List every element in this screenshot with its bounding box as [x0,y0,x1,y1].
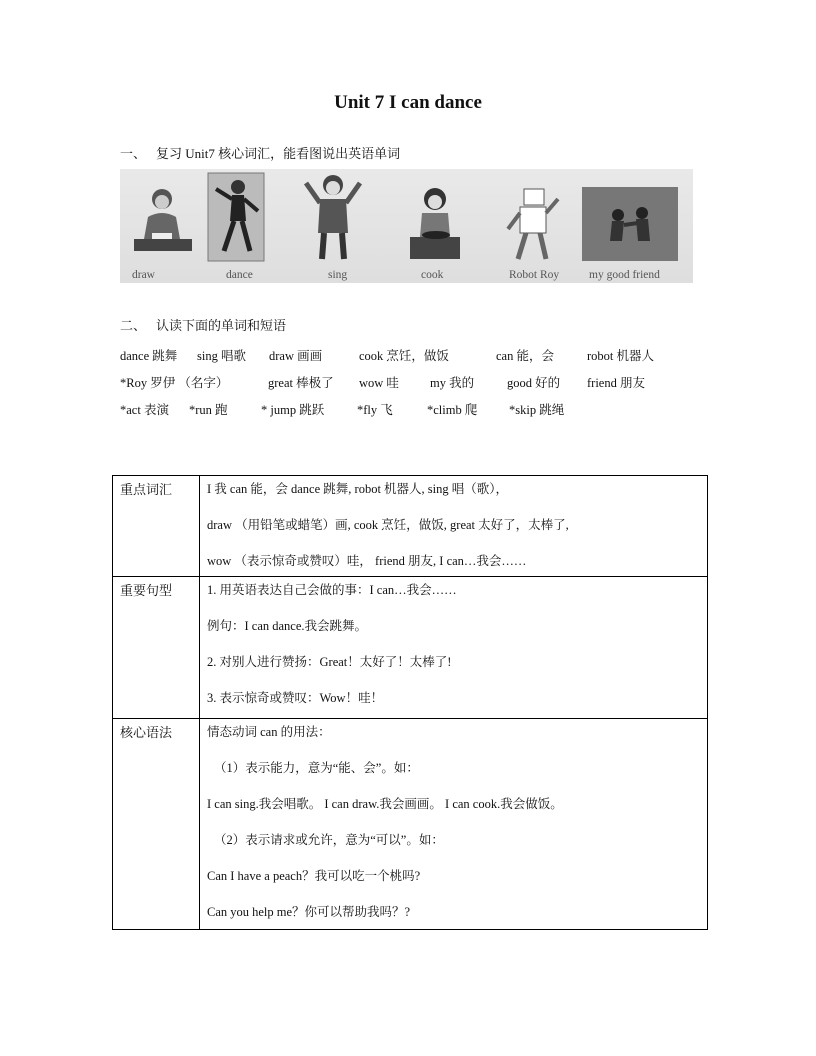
picture-caption: draw [132,269,155,281]
content-line: I 我 can 能，会 dance 跳舞, robot 机器人, sing 唱（歌）， [207,482,509,496]
content-line: I can sing.我会唱歌。 I can draw.我会画画。 I can cook.我会做饭。 [207,797,563,811]
section-2-number: 二、 [120,318,147,333]
vocab-item: *act 表演 [120,403,169,417]
content-line: 例句：I can dance.我会跳舞。 [207,619,368,633]
row-content [200,577,708,719]
vocab-item: draw 画画 [269,349,323,363]
page-title: Unit 7 I can dance [334,92,482,113]
table-row [113,719,708,930]
picture-caption: dance [226,269,253,281]
cook-illustration [402,185,468,263]
content-line: 情态动词 can 的用法： [207,725,331,739]
vocab-item: good 好的 [507,376,561,390]
vocab-item: friend 朋友 [587,376,645,390]
content-line: 1. 用英语表达自己会做的事：I can…我会…… [207,583,457,597]
content-line: 2. 对别人进行赞扬：Great！太好了！太棒了! [207,655,452,669]
vocab-item: *climb 爬 [427,403,478,417]
picture-caption: cook [421,269,444,281]
vocab-item: dance 跳舞 [120,349,178,363]
content-line: （1）表示能力，意为“能、会”。如： [214,761,419,775]
dance-illustration [206,171,266,263]
vocab-item: can 能，会 [496,349,554,363]
section-1-heading [120,143,400,162]
vocab-item: sing 唱歌 [197,349,246,363]
robot-illustration [504,185,562,263]
section-1-number: 一、 [120,146,147,161]
section-2-heading [120,315,286,334]
content-line: draw （用铅笔或蜡笔）画, cook 烹饪，做饭, great 太好了，太棒了, [207,518,569,532]
vocab-item: my 我的 [430,376,475,390]
content-line: 3. 表示惊奇或赞叹：Wow！哇！ [207,691,384,705]
picture-caption: Robot Roy [509,269,560,281]
content-line: Can you help me？你可以帮助我吗？? [207,905,411,919]
vocabulary-picture-strip [120,169,693,283]
sing-illustration [300,171,366,263]
section-1-text: 复习 Unit7 核心词汇，能看图说出英语单词 [156,146,401,161]
table-row [113,577,708,719]
vocab-item: cook 烹饪，做饭 [359,349,449,363]
vocab-item: wow 哇 [359,376,399,390]
content-line: （2）表示请求或允许，意为“可以”。如： [214,833,444,847]
vocab-item: *run 跑 [189,403,228,417]
vocab-item: *Roy 罗伊 （名字） [120,376,229,390]
draw-illustration [124,183,202,263]
table-row [113,476,708,577]
vocab-item: * jump 跳跃 [261,403,325,417]
row-label: 核心语法 [113,719,200,930]
picture-caption: sing [328,269,348,281]
picture-caption: my good friend [589,269,660,281]
vocab-item: *fly 飞 [357,403,393,417]
friends-illustration [582,187,678,261]
vocab-item: robot 机器人 [587,349,655,363]
row-content [200,476,708,577]
row-label: 重要句型 [113,577,200,719]
vocab-item: great 棒极了 [268,376,334,390]
section-2-text: 认读下面的单词和短语 [156,318,287,333]
row-content [200,719,708,930]
summary-table [112,475,708,930]
vocab-item: *skip 跳绳 [509,403,565,417]
content-line: Can I have a peach？我可以吃一个桃吗? [207,869,421,883]
content-line: wow （表示惊奇或赞叹）哇， friend 朋友, I can…我会…… [207,554,527,568]
row-label: 重点词汇 [113,476,200,577]
